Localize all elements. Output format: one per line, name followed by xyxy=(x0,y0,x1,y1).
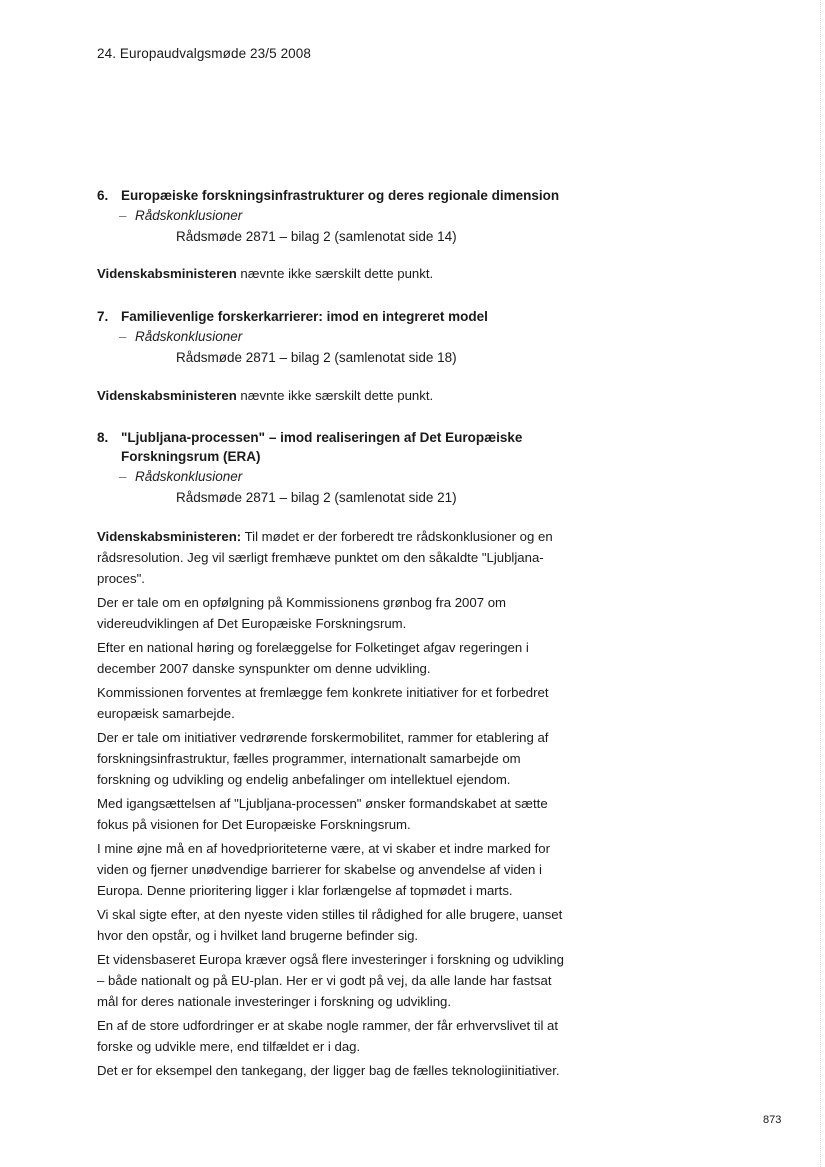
page-edge-scan-line xyxy=(818,0,821,1167)
statement-intro-text: Til mødet er der forberedt tre rådskonklusioner og en rådsresolution. Jeg vil særligt fremhæve punktet om den såkaldte "Ljubljana-proces". xyxy=(97,529,553,586)
minister-statement xyxy=(97,526,572,1084)
dash-marker: – xyxy=(119,469,127,484)
statement-intro-paragraph xyxy=(97,526,572,589)
statement-paragraph: Der er tale om en opfølgning på Kommissionens grønbog fra 2007 om videreudviklingen af Det Europæiske Forskningsrum. xyxy=(97,595,507,631)
agenda-item-title: Europæiske forskningsinfrastrukturer og deres regionale dimension xyxy=(121,188,560,203)
remark-text: nævnte ikke særskilt dette punkt. xyxy=(236,388,434,403)
agenda-item-7 xyxy=(97,307,587,368)
dash-marker: – xyxy=(119,329,127,344)
agenda-item-subtitle-text: Rådskonklusioner xyxy=(135,469,243,484)
remark-speaker: Videnskabsministeren xyxy=(97,266,237,281)
agenda-item-subtitle-text: Rådskonklusioner xyxy=(135,208,243,223)
agenda-item-reference: Rådsmøde 2871 – bilag 2 (samlenotat side 14) xyxy=(176,229,457,244)
remark-item-6 xyxy=(97,264,577,283)
agenda-item-subtitle xyxy=(119,205,587,226)
statement-paragraph: Det er for eksempel den tankegang, der ligger bag de fælles teknologiinitiativer. xyxy=(97,1063,560,1078)
agenda-item-reference: Rådsmøde 2871 – bilag 2 (samlenotat side 21) xyxy=(176,490,457,505)
agenda-item-6 xyxy=(97,186,587,247)
agenda-item-heading xyxy=(97,186,587,205)
agenda-item-heading xyxy=(97,307,587,326)
statement-paragraph: Kommissionen forventes at fremlægge fem konkrete initiativer for et forbedret europæisk samarbejde. xyxy=(97,685,549,721)
statement-paragraph: Vi skal sigte efter, at den nyeste viden stilles til rådighed for alle brugere, uanset hvor den opstår, og i hvilket land brugerne befinder sig. xyxy=(97,907,563,943)
agenda-item-title: Familievenlige forskerkarrierer: imod en integreret model xyxy=(121,309,488,324)
agenda-item-title: "Ljubljana-processen" – imod realiseringen af Det Europæiske Forskningsrum (ERA) xyxy=(121,430,523,464)
agenda-item-subtitle xyxy=(119,326,587,347)
statement-speaker: Videnskabsministeren: xyxy=(97,529,242,544)
agenda-item-reference: Rådsmøde 2871 – bilag 2 (samlenotat side 18) xyxy=(176,350,457,365)
statement-paragraph: Der er tale om initiativer vedrørende forskermobilitet, rammer for etablering af forskningsinfrastruktur, fælles programmer, internationalt samarbejde om forskning og udvikling og endelig anbefalinger om intellektuel ejendom. xyxy=(97,730,549,787)
agenda-item-number: 8. xyxy=(97,430,109,445)
agenda-item-number: 6. xyxy=(97,188,109,203)
statement-paragraph: En af de store udfordringer er at skabe nogle rammer, der får erhvervslivet til at forske og udvikle mere, end tilfældet er i dag. xyxy=(97,1018,559,1054)
agenda-item-subtitle-text: Rådskonklusioner xyxy=(135,329,243,344)
agenda-item-8 xyxy=(97,428,567,508)
page-number: 873 xyxy=(763,1114,782,1126)
statement-paragraph: Efter en national høring og forelæggelse for Folketinget afgav regeringen i december 2007 danske synspunkter om denne udvikling. xyxy=(97,640,529,676)
statement-paragraph: Et vidensbaseret Europa kræver også flere investeringer i forskning og udvikling – både nationalt og på EU-plan. Her er vi godt på vej, da alle lande har fastsat mål for deres nationale investeringer i forskning og udvikling. xyxy=(97,952,564,1009)
statement-paragraph: Med igangsættelsen af "Ljubljana-processen" ønsker formandskabet at sætte fokus på visionen for Det Europæiske Forskningsrum. xyxy=(97,796,548,832)
agenda-item-number: 7. xyxy=(97,309,109,324)
statement-paragraph: I mine øjne må en af hovedprioriteterne være, at vi skaber et indre marked for viden og fjerner unødvendige barrierer for skabelse og anvendelse af viden i Europa. Denne prioritering ligger i klar forlængelse af topmødet i marts. xyxy=(97,841,550,898)
remark-item-7 xyxy=(97,386,577,405)
remark-speaker: Videnskabsministeren xyxy=(97,388,237,403)
agenda-item-heading xyxy=(97,428,567,466)
dash-marker: – xyxy=(119,208,127,223)
remark-text: nævnte ikke særskilt dette punkt. xyxy=(236,266,434,281)
page-header: 24. Europaudvalgsmøde 23/5 2008 xyxy=(97,46,311,61)
agenda-item-subtitle xyxy=(119,466,567,487)
